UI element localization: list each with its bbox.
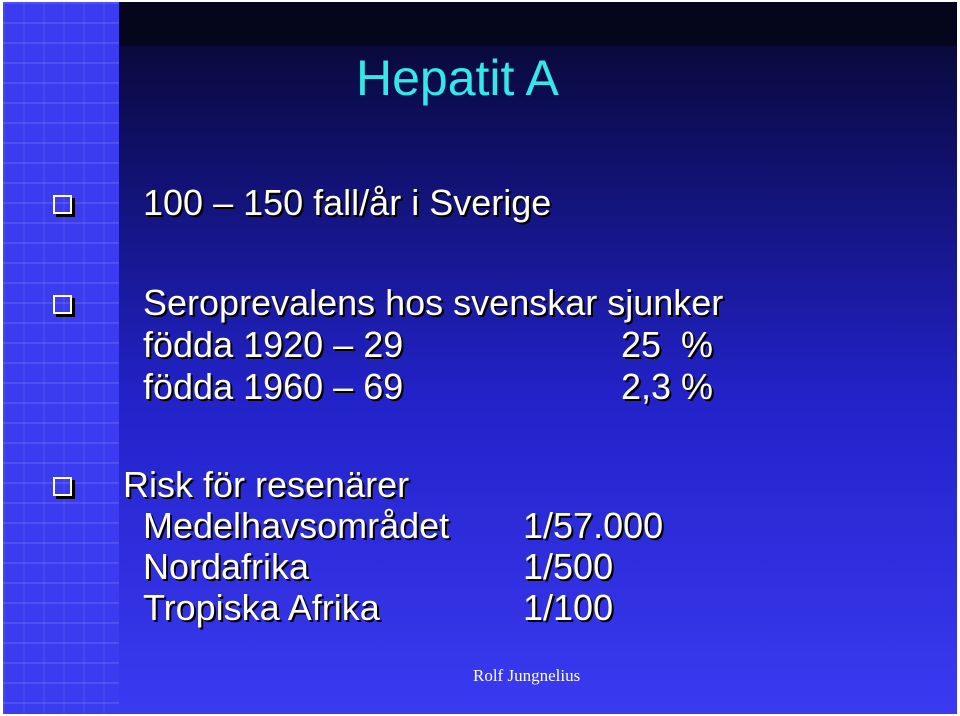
footer-author: Rolf Jungnelius <box>473 666 581 685</box>
row-value: 1/100 <box>523 587 614 628</box>
slide-title: Hepatit A <box>356 50 559 106</box>
row-value: 1/57.000 <box>523 505 664 546</box>
slide <box>3 2 957 714</box>
row-label: Nordafrika <box>143 546 310 587</box>
bullet-checkbox-icon <box>53 477 72 496</box>
bullet-text: Seroprevalens hos svenskar sjunker <box>143 282 724 323</box>
bullet-checkbox-icon <box>53 195 72 214</box>
bullet-text: 100 – 150 fall/år i Sverige <box>143 182 552 223</box>
row-label: födda 1920 – 29 <box>143 324 404 365</box>
row-value: 1/500 <box>523 546 614 587</box>
row-value: 2,3 % <box>621 366 714 407</box>
row-label: födda 1960 – 69 <box>143 366 404 407</box>
bullet-checkbox-icon <box>53 295 72 314</box>
row-value: 25 % <box>621 324 714 365</box>
row-label: Tropiska Afrika <box>143 587 380 628</box>
row-label: Medelhavsområdet <box>143 505 450 546</box>
top-dark-strip <box>119 2 957 46</box>
left-decorative-band <box>3 2 119 714</box>
bullet-text: Risk för resenärer <box>123 464 410 505</box>
